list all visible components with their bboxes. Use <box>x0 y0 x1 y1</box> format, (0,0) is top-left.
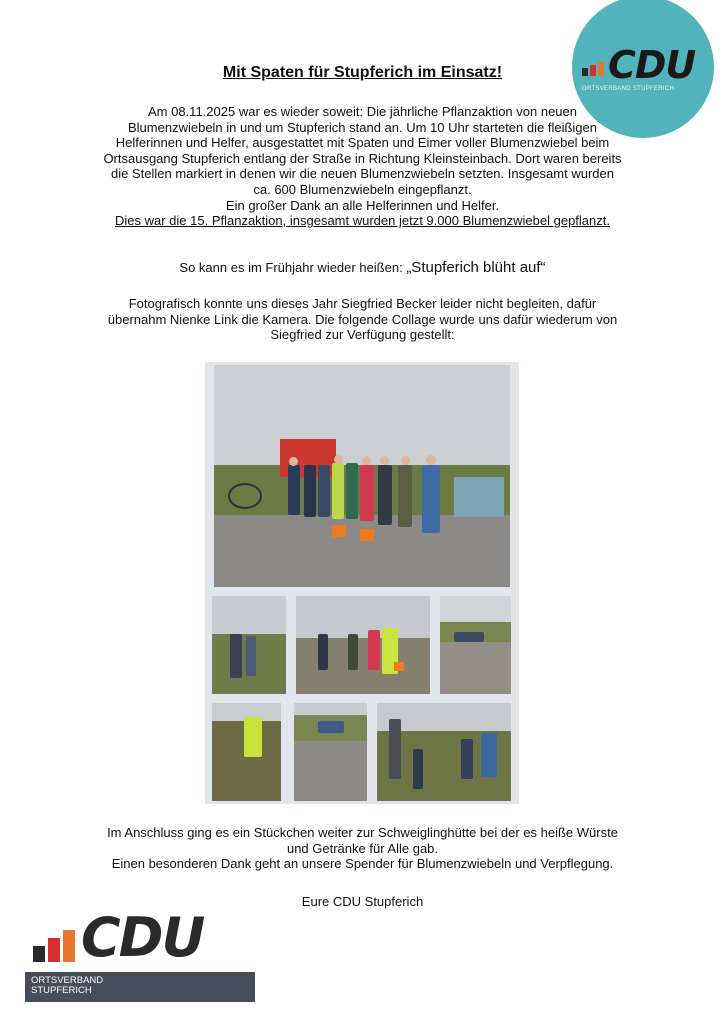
collage-photo <box>440 596 511 694</box>
photo-line: Fotografisch konnte uns dieses Jahr Siegfried Becker leider nicht begleiten, dafür <box>128 296 597 311</box>
intro-line: Ein großer Dank an alle Helferinnen und Helfer. <box>225 197 500 213</box>
group-photo <box>214 365 510 587</box>
slogan-line <box>40 260 685 276</box>
collage-photo <box>296 596 430 694</box>
bucket-shape <box>360 529 374 541</box>
intro-line: ca. 600 Blumenzwiebeln eingepflanzt. <box>253 181 472 197</box>
band-line: ORTSVERBAND <box>31 975 104 986</box>
collage-photo <box>294 703 367 801</box>
collage-photo <box>377 703 511 801</box>
cdu-bars-icon <box>33 928 77 962</box>
photo-collage <box>205 362 519 804</box>
signature: Eure CDU Stupferich <box>301 894 424 909</box>
bucket-shape <box>332 525 346 537</box>
cdu-wordmark: CDU <box>81 906 204 969</box>
slogan-prefix: So kann es im Frühjahr wieder heißen: <box>179 260 407 275</box>
closing-line: Einen besonderen Dank geht an unsere Spender für Blumenzwiebeln und Verpflegung. <box>111 856 614 872</box>
slogan-text: „Stupferich blüht auf“ <box>406 259 546 276</box>
closing-paragraph <box>40 825 685 872</box>
intro-line: Ortsausgang Stupferich entlang der Straße in Richtung Kleinsteinbach. Dort waren bereits <box>103 150 622 166</box>
ortsverband-band <box>25 972 255 1002</box>
trailer-shape <box>454 477 504 517</box>
intro-paragraph <box>40 104 685 229</box>
collage-photo <box>212 703 281 801</box>
cdu-subline: ORTSVERBAND STUPFERICH <box>582 86 675 92</box>
cdu-logo-bottom <box>25 906 255 1004</box>
closing-line: und Getränke für Alle gab. <box>286 840 439 856</box>
photo-credit-paragraph <box>40 296 685 343</box>
collage-photo <box>212 596 286 694</box>
band-line: STUPFERICH <box>31 985 92 996</box>
article-title: Mit Spaten für Stupferich im Einsatz! <box>222 64 503 81</box>
intro-line: Blumenzwiebeln in und um Stupferich stand an. Um 10 Uhr starteten die fleißigen <box>128 119 597 135</box>
intro-line: die Stellen markiert in denen wir die neuen Blumenzwiebeln setzten. Insgesamt wurden <box>111 166 614 182</box>
photo-line: übernahm Nienke Link die Kamera. Die folgende Collage wurde uns dafür wiederum von <box>107 311 618 327</box>
closing-line: Im Anschluss ging es ein Stückchen weiter zur Schweiglinghütte bei der es heiße Würste <box>107 825 618 840</box>
intro-line: Helferinnen und Helfer, ausgestattet mit Spaten und Eimer voller Blumenzwiebel beim <box>115 135 610 151</box>
bicycle-shape <box>228 483 262 509</box>
underlined-summary: Dies war die 15. Pflanzaktion, insgesamt wurden jetzt 9.000 Blumenzwiebel gepflanzt. <box>115 213 610 229</box>
photo-line: Siegfried zur Verfügung gestellt: <box>270 327 455 343</box>
cdu-wordmark: CDU <box>608 43 696 87</box>
intro-line: Am 08.11.2025 war es wieder soweit: Die jährliche Pflanzaktion von neuen <box>148 104 577 119</box>
